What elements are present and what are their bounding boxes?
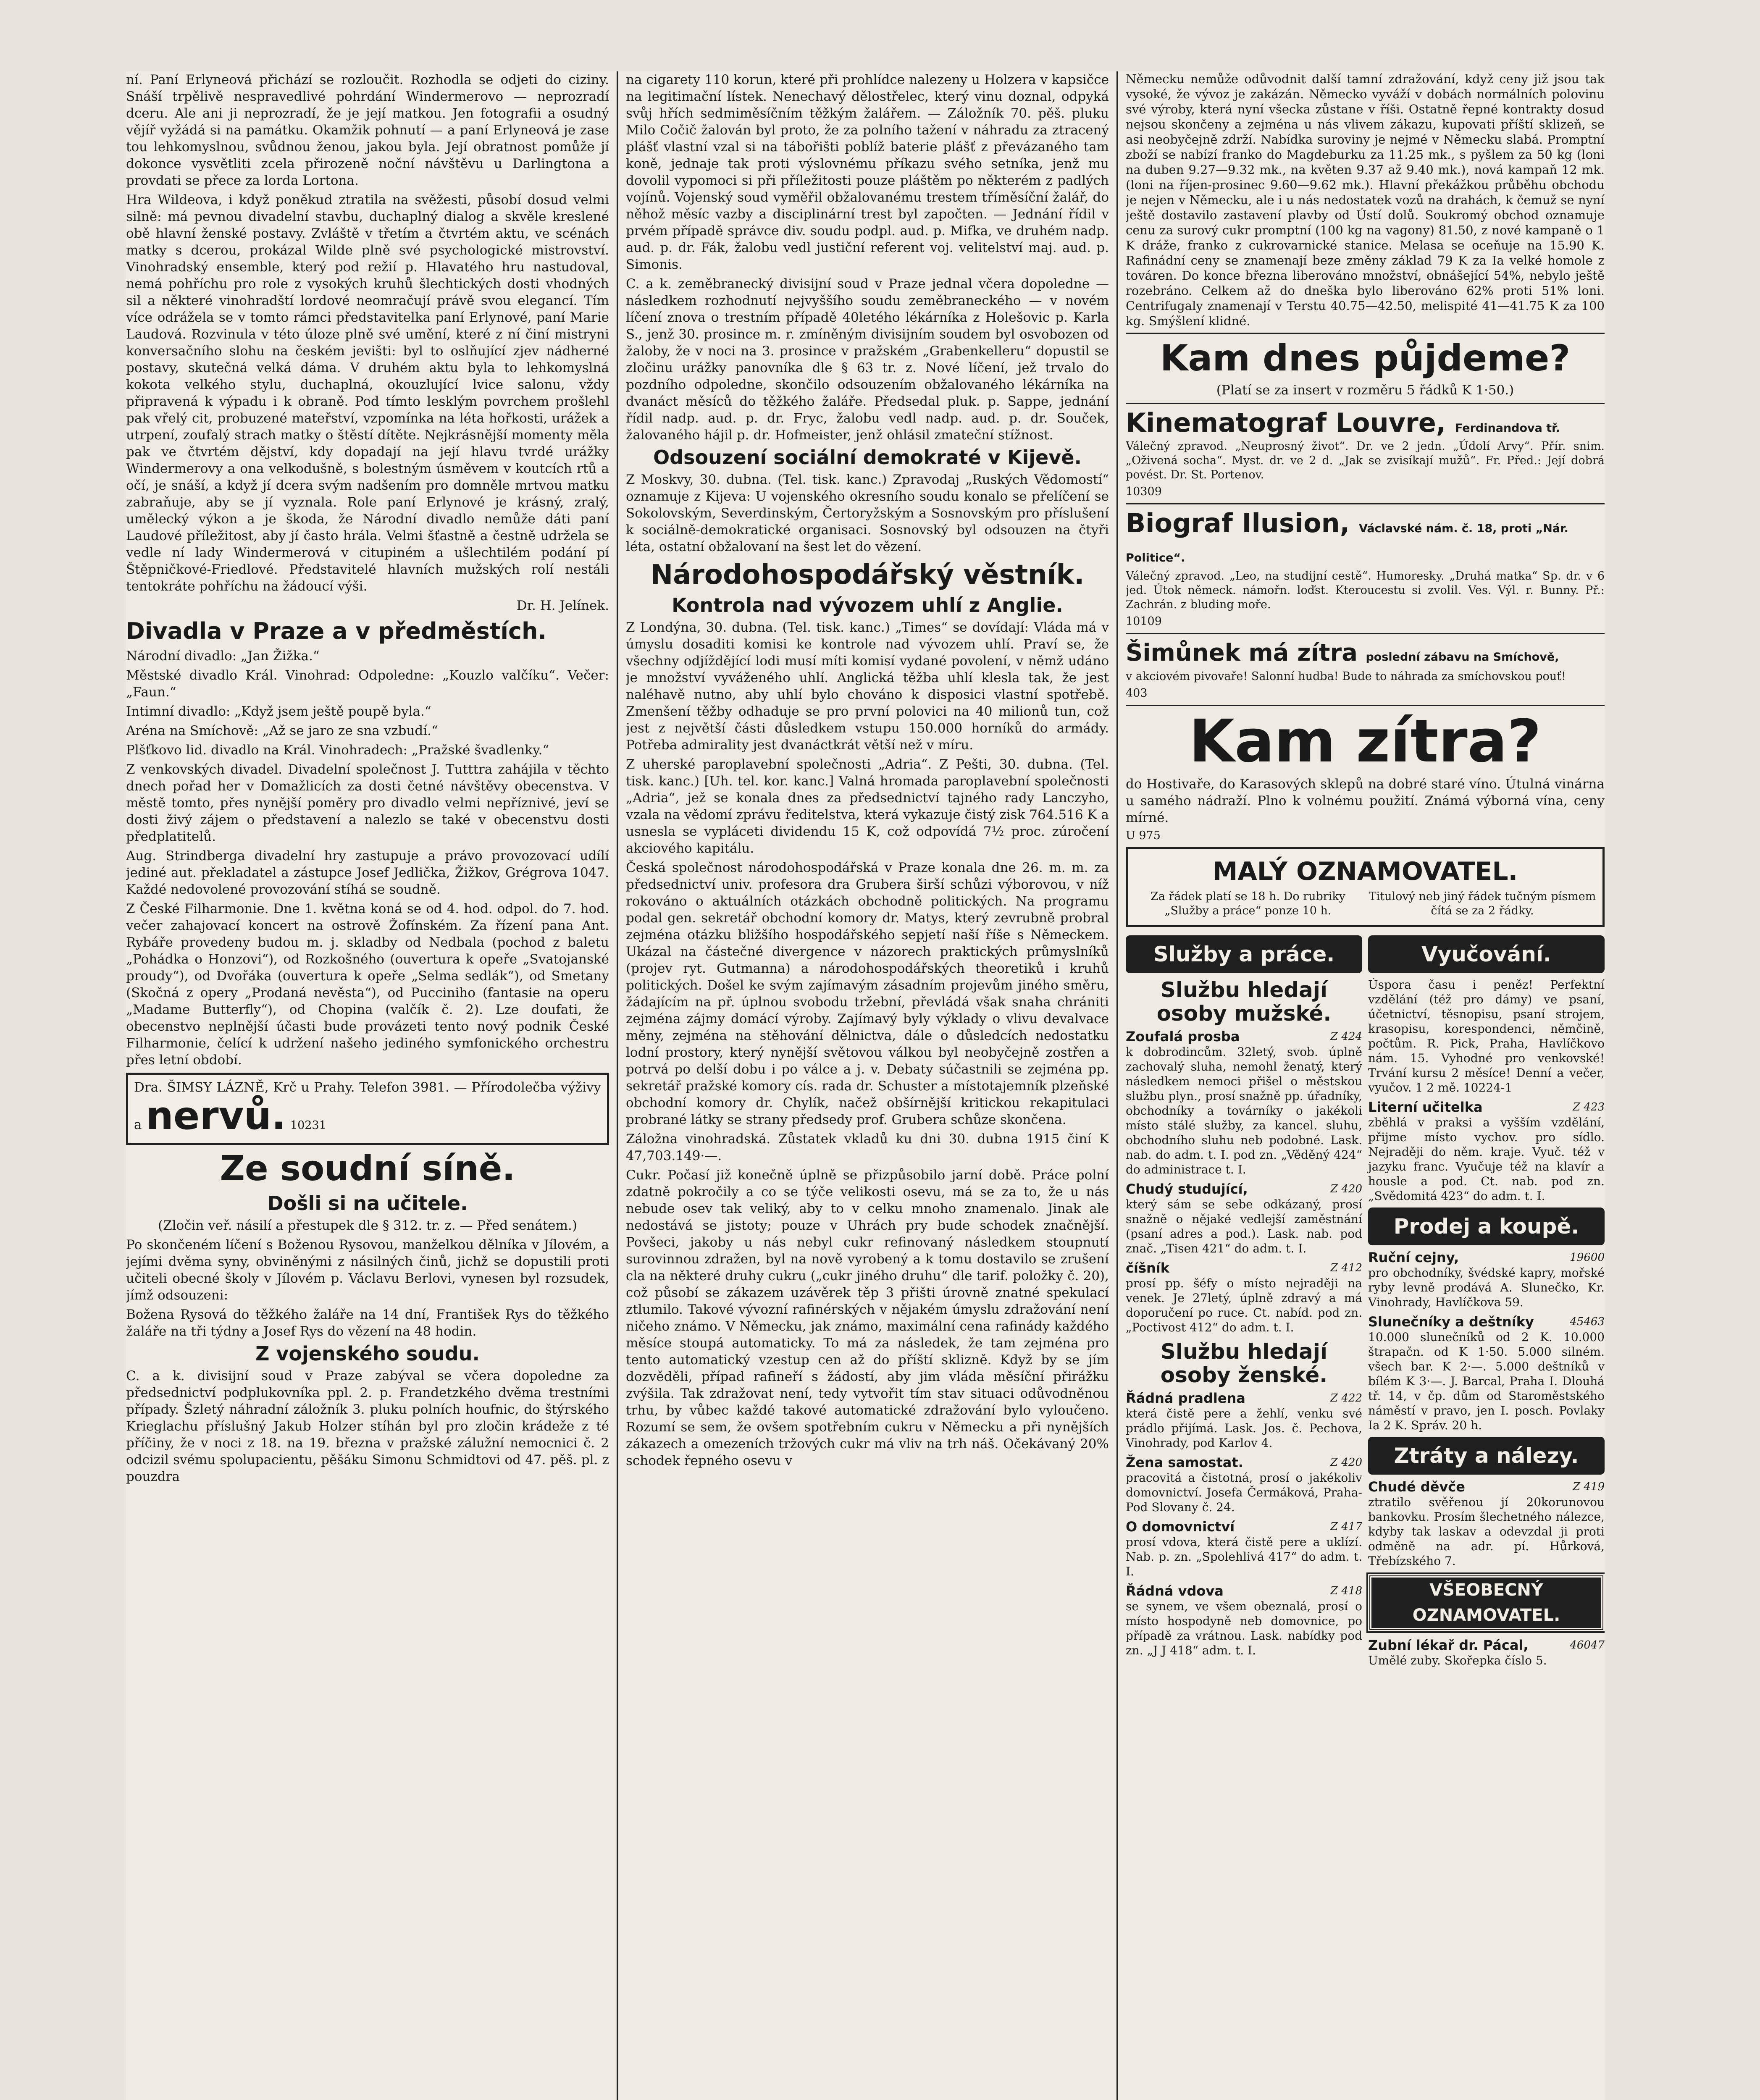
cinema-louvre-name: Kinematograf Louvre,	[1126, 407, 1446, 438]
classified-title: Žena samostat.	[1126, 1454, 1243, 1470]
court-article-title: Došli si na učitele.	[267, 1192, 468, 1215]
kiev-article-heading: Odsouzení sociální demokraté v Kijevě.	[653, 446, 1082, 469]
classified-text: pro obchodníky, švédské kapry, mořské ryby levně prodává A. Slunečko, Kr. Vinohrady, Havlíčkova 59.	[1368, 1266, 1605, 1309]
section-divider	[1126, 403, 1605, 404]
court-paragraph: Po skončeném líčení s Boženou Rysovou, manželkou dělníka v Jílovém, a jejími dvěma syny, obviněnými z násilných činů, jichž se dopustili proti učiteli obecné školy v Jílovém p. Václavu Berlovi, vynesen byl rozsudek, jímž odsouzeni:	[126, 1237, 609, 1303]
news-paragraph: Z České Filharmonie. Dne 1. května koná se od 4. hod. odpol. do 7. hod. večer zahajovací koncert na ostrově Žofínském. Za řízení pana Ant. Rybáře provedeny budou m. j. skladby od Nedbala (pochod z baletu „Pohádka o Honzovi“), od Rozkošného (ouvertura k opeře „Svatojanské proudy“), od Dvořáka (ouvertura k opeře „Selma sedlák“), od Smetany (Skočná z opery „Prodaná nevěsta“), od Pucciniho (fantasie na operu „Madame Butterfly“), od Chopina (valčík č. 2). Lze doufati, že obecenstvo neplnější účasti bude provázeti tento nový podnik České Filharmonie, čelící k udržení našeho jediného symfonického orchestru přes letní období.	[126, 901, 609, 1068]
simunek-title	[1126, 638, 1605, 668]
review-paragraph: ní. Paní Erlyneová přichází se rozloučit. Rozhodla se odjeti do ciziny. Snáší trpělivě nespravedlivé pohrdání Windermerovo — neprozradí dceru. Ale ani ji neprozradí, že je její matkou. Jen fotografii a osudný vějíř vyžádá si na památku. Okamžik pohnutí — a paní Erlyneová je zase tou lehkomyslnou, svůdnou ženou, jakou byla. Její obratnost pomůže jí dokonce vysvětliti zcela přirozeně noční návštěvu u Darlingtona a provdati se přece za lorda Lortona.	[126, 72, 609, 188]
classified-item	[1126, 1519, 1362, 1579]
simunek-tagline: poslední zábavu na Smíchově,	[1366, 651, 1559, 664]
classified-item	[1126, 1029, 1362, 1177]
theatre-section-heading: Divadla v Praze a v předměstích.	[126, 618, 547, 644]
sale-category-button[interactable]: Prodej a koupě.	[1368, 1208, 1605, 1245]
court-article-subtitle: (Zločin veř. násilí a přestupek dle § 312. tr. z. — Před senátem.)	[158, 1218, 577, 1233]
teaching-category-button[interactable]: Vyučování.	[1368, 935, 1605, 973]
review-signature: Dr. H. Jelínek.	[516, 598, 609, 613]
section-divider	[1126, 633, 1605, 634]
classified-code: 46047	[1570, 1639, 1605, 1651]
column-rule	[1116, 71, 1118, 2100]
spa-ad-number: 10231	[290, 1119, 326, 1132]
classified-text: pracovitá a čistotná, prosí o jakékoliv domovnictví. Josefa Čermáková, Praha-Pod Slovany č. 24.	[1126, 1471, 1362, 1514]
general-ads-category-button[interactable]: VŠEOBECNÝ OZNAMOVATEL.	[1368, 1574, 1605, 1631]
classified-title: Chudý studující,	[1126, 1181, 1248, 1197]
classified-title: číšník	[1126, 1260, 1170, 1276]
small-ads-rate-left: Za řádek platí se 18 h. Do rubriky „Služby a práce“ ponze 10 h.	[1151, 890, 1345, 917]
classified-text: zběhlá v praksi a vyšším vzdělání, přijme místo vychov. pro sídlo. Nejraději do něm. kraje. Vyuč. též v jazyku franc. Vyučuje též na klavír a housle a pod. Ct. nab. pod zn. „Svědomitá 423“ do adm. t. I.	[1368, 1116, 1605, 1203]
theatre-listing: Městské divadlo Král. Vinohrad: Odpoledne: „Kouzlo valčíku“. Večer: „Faun.“	[126, 668, 609, 700]
cinema-louvre-number: 10309	[1126, 485, 1162, 498]
cinema-ilusion-number: 10109	[1126, 615, 1162, 628]
small-ads-rates	[1134, 890, 1597, 921]
classified-title: O domovnictví	[1126, 1519, 1235, 1535]
classified-code: Z 424	[1330, 1030, 1362, 1043]
newspaper-page	[126, 71, 1605, 2100]
court-paragraph: na cigarety 110 korun, které při prohlídce nalezeny u Holzera v kapsičce na legitimační lístek. Nenechavý dělostřelec, který vinu doznal, odpyká svůj hřích sedmiměsíčním těžkým žalářem. — Záložník 70. pěš. pluku Milo Cočič žalován byl proto, že za polního tažení v náhradu za ztracený plášť vlastní vzal si na tábořišti poblíž baterie plášť z převázaného tam koně, jednaje tak proti výslovnému příkazu svého setníka, jenž mu dovolil vypomoci si při příležitosti pouze pláštěm po některém z padlých vojínů. Vojenský soud vyměřil obžalovanému trestem tříměsíční žalář, do něhož měsíc vazby a disciplinární trest byl započten. — Jednání řídil v prvém případě správce div. soudu podpl. aud. p. Mifka, ve druhém nadp. aud. p. dr. Fák, žalobu vedl justiční referent voj. velitelství maj. aud. p. Simonis.	[626, 72, 1109, 272]
lost-found-category-button[interactable]: Ztráty a nálezy.	[1368, 1437, 1605, 1475]
classified-item	[1368, 1637, 1605, 1668]
classified-title: Chudé děvče	[1368, 1479, 1465, 1495]
cinema-ilusion-name: Biograf Ilusion,	[1126, 508, 1350, 538]
classified-text: která čistě pere a žehlí, venku své prádlo přijímá. Lask. Jos. č. Pechova, Vinohrady, pod Karlov 4.	[1126, 1407, 1362, 1450]
economy-paragraph: Z Londýna, 30. dubna. (Tel. tisk. kanc.) „Times“ se dovídají: Vláda má v úmyslu dosaditi komisi ke kontrole nad vývozem uhlí. Praví se, že všechny odjíždějící lodi musí míti komisí vydané povolení, v němž udáno je množství vyváženého uhlí. Anglická těžba uhlí klesla tak, že jest naléhavě nutno, aby uhlí bylo chováno k disposici vlastní spotřebě. Zmenšení těžby odhaduje se pro první polovici na 40 milionů tun, což jest z největší části důsledkem vstupu 150.000 horníků do armády. Potřeba admirality jest dvanáctkrát větší než v míru.	[626, 620, 1109, 753]
classified-code: Z 417	[1330, 1520, 1362, 1533]
classified-right	[1368, 931, 1605, 1672]
cinema-ilusion-title	[1126, 509, 1605, 567]
simunek-ad	[1126, 638, 1605, 701]
cinema-louvre-title	[1126, 408, 1605, 438]
right-column	[1126, 71, 1605, 2100]
classified-code: Z 423	[1573, 1101, 1605, 1113]
court-section-heading: Ze soudní síně.	[220, 1149, 515, 1189]
classified-code: 19600	[1570, 1251, 1605, 1264]
classified-item	[1126, 1454, 1362, 1515]
classified-left	[1126, 931, 1362, 1672]
tomorrow-number: U 975	[1126, 829, 1161, 842]
middle-column	[626, 71, 1109, 2100]
classified-item	[1368, 1099, 1605, 1203]
column-rule	[617, 71, 618, 2100]
economy-section-heading: Národohospodářský věstník.	[650, 559, 1085, 591]
economy-paragraph: Německu nemůže odůvodnit další tamní zdražování, když ceny již jsou tak vysoké, že vývoz je zakázán. Německo vyváží v dobách normálních polovinu své výroby, která nyní všecka zůstane v říši. Ostatně řepné kontrakty dosud nejsou skončeny a zejména u nás vlivem zákazu, kupovati příští sklizeň, se asi neobyčejně zdrží. Nabídka suroviny je nejmé v Německu slabá. Promptní zboží se nabízí franko do Magdeburku za 11.25 mk., s pyšlem za 50 kg (loni na duben 9.27—9.32 mk., na květen 9.37 až 9.40 mk.), nová kampaň 12 mk. (loni na říjen-prosinec 9.60—9.62 mk.). Hlavní překážkou průběhu obchodu je nejen v Německu, ale i u nás nedostatek vozů na drahách, k čemuž se nyní ještě dostavilo zastavení plavby od Ústí dolů. Soukromý obchod oznamuje cenu za surový cukr promptní (100 kg na vagony) 81.50, z nové kampaně o 1 K dráže, franko z cukrovarnické stanice. Melasa se oceňuje na 15.90 K. Rafinádní ceny se znamenají beze změny základ 79 K za Ia velké homole z továren. Do konce března liberováno množství, obnášející 54%, nebylo ještě rozebráno. Celkem až do dneška bylo liberováno 62% proti 51% loni. Centrifugaly znamenají v Terstu 40.75—42.50, melispité 41—41.75 K za 100 kg. Smýšlení klidné.	[1126, 72, 1605, 328]
court-paragraph: C. a k. divisijní soud v Praze zabýval se včera dopoledne za předsednictví podplukovníka ppl. 2. p. Frandetzkého dvěma trestními případy. Šzletý náhradní záložník 3. pluku polních houfnic, do štýrského Krieglachu příslušný Jakub Holzer stíhán byl pro zločin krádeže z té příčiny, že v noci z 18. na 19. března v pražské zálužní nemocnici č. 2 odcizil svému spolupacientu, pěšáku Simonu Schmidtovi od 47. pěš. pl. z pouzdra	[126, 1368, 609, 1484]
economy-paragraph: Z uherské paroplavební společnosti „Adria“. Z Pešti, 30. dubna. (Tel. tisk. kanc.) [Uh. tel. kor. kanc.] Valná hromada paroplavební společnosti „Adria“, jež se konala dnes za předsednictví tajného rady Lanczyho, vzala na vědomí zprávu ředitelstva, která vykazuje čistý zisk 764.516 K a usnesla se vypláceti dividendu 15 K, což odpovídá 7½ proc. zúročení akciového kapitálu.	[626, 757, 1109, 856]
classified-code: Z 420	[1330, 1456, 1362, 1469]
classified-item	[1126, 1390, 1362, 1450]
classified-text: se synem, ve všem obeznalá, prosí o místo hospodyně neb domovnice, po případě za vrátnou. Lask. nabídky pod zn. „J J 418“ adm. t. I.	[1126, 1599, 1362, 1657]
news-paragraph: Aug. Strindberga divadelní hry zastupuje a právo provozovací udílí jediné aut. překladatel a zástupce Josef Jedlička, Žižkov, Grégrova 1047. Každé nedovolené provozování stíhá se soudně.	[126, 848, 609, 897]
entertainment-heading: Kam dnes půjdeme?	[1160, 337, 1571, 379]
simunek-name: Šimůnek má zítra	[1126, 639, 1358, 667]
classified-title: Řádná vdova	[1126, 1583, 1224, 1599]
classified-text: Úspora času i peněz! Perfektní vzdělání (též pro dámy) ve psaní, účetnictví, těsnopisu, psaní strojem, krasopisu, korespondenci, němčině, počtům. R. Pick, Praha, Havlíčkovo nám. 15. Vyhodné pro venkovské! Trvání kursu 2 měsíce! Denní a večer, vyučov. 1 2 mě. 10224-1	[1368, 978, 1605, 1095]
tomorrow-text: do Hostivaře, do Karasových sklepů na dobré staré víno. Útulná vinárna u samého nádraží. Plno k volnému použití. Známá výborná vína, ceny mírné.	[1126, 777, 1605, 825]
news-paragraph: Z venkovských divadel. Divadelní společnost J. Tutttra zahájila v těchto dnech pořad her v Domažlicích za dosti četné návštěvy obecenstva. V městě tomto, přes nynější poměry pro divadlo velmi nepříznivé, jeví se dosti živý zájem o představení a nalezlo se také v obecenstvu dosti předplatitelů.	[126, 762, 609, 844]
theatre-listing: Intimní divadlo: „Když jsem ještě poupě byla.“	[126, 704, 431, 719]
men-seeking-heading: Službu hledají osoby mužské.	[1156, 978, 1332, 1026]
women-seeking-heading: Službu hledají osoby ženské.	[1160, 1339, 1328, 1387]
court-paragraph: Božena Rysová do těžkého žaláře na 14 dní, František Rys do těžkého žaláře na tři týdny a Josef Rys do vězení na 48 hodin.	[126, 1307, 609, 1339]
classified-code: Z 422	[1330, 1392, 1362, 1404]
classified-text: ztratilo svěřenou jí 20korunovou bankovku. Prosím šlechetného nálezce, kdyby tak laskav a odevzdal ji proti odměně na adr. pí. Hůrková, Třebízského 7.	[1368, 1495, 1605, 1568]
cinema-louvre-address: Ferdinandova tř.	[1455, 422, 1560, 435]
kiev-paragraph: Z Moskvy, 30. dubna. (Tel. tisk. kanc.) Zpravodaj „Ruských Vědomostí“ oznamuje z Kijeva: U vojenského okresního soudu konalo se přelíčení se Sokolovským, Severdinským, Čertoryžským a Sosnovským pro příslušení k sociálně-demokratické organisaci. Sosnovský byl odsouzen na čtyři léta, ostatní obžalovaní na šest let do vězení.	[626, 472, 1109, 554]
small-ads-title: MALÝ OZNAMOVATEL.	[1212, 857, 1518, 886]
review-paragraph: Hra Wildeova, i když poněkud ztratila na svěžesti, působí dosud velmi silně: má pevnou divadelní stavbu, duchaplný dialog a skvěle kreslené obě hlavní ženské postavy. Zvláště v třetím a čtvrtém aktu, ve scénách matky s dcerou, prokázal Wilde plně své psychologické mistrovství. Vinohradský ensemble, který pod režií p. Hlavatého hru nastudoval, nemá pohříchu pro role z vysokých kruhů šlechtických dosti vhodných sil a některé vinohradští lordové neomračují právě svou elegancí. Tím více odrážela se v tomto rámci představitelka paní Erlynové, paní Marie Laudová. Rozvinula v této úloze plně své umění, které z ní činí mistryni konversačního slohu na českém jevišti: byl to oslňující zjev nádherné postavy, skutečná velká dáma. V druhém aktu byla to lehkomyslná kokota velkého stylu, duchaplná, okouzlující lvice salonu, vždy připravená k výpadu i k obraně. Pod tímto lesklým povrchem prošlehl pak vřelý cit, probuzené mateřství, vzpomínka na léta hořkosti, urážek a utrpení, zoufalý strach matky o štěstí dítěte. Nejkrásnější momenty měla pak ve čtvrtém dějství, kdy dopadají na její hlavu tvrdé urážky Windermerovy a ona velkodušně, s bolestným úsměvem v koutcích rtů a očí, je snáší, a když jí dcera svým nadšením pro domněle mrtvou matku zabraňuje, aby se jí vyznala. Role paní Erlynové je krásný, zralý, umělecký výkon a je škoda, že Národní divadlo nemůže dáti paní Laudové příležitost, aby jí často hrála. Velmi šťastně a čestně udržela se vedle ní lady Windermerová v citupiném a ušlechtilém podání pí Štěpničkové-Friedlové. Představitelé hlavních mužských rolí nestáli tentokráte pohříchu na žádoucí výši.	[126, 192, 609, 594]
classified-text: k dobrodincům. 32letý, svob. úplně zachovalý sluha, nemohl ženatý, který následkem nemoci přišel o městskou službu plyn., prosí snažně pp. úřadníky, obchodníky a továrníky o jakékoli místo stálé služby, za kancel. sluhu, obchodního sluhu neb podobné. Lask. nab. do adm. t. I. pod zn. „Věděný 424“ do administrace t. I.	[1126, 1045, 1362, 1176]
tomorrow-title: Kam zítra?	[1189, 707, 1542, 776]
classified-text: 10.000 slunečníků od 2 K. 10.000 štrapačn. od K 1·50. 5.000 silném. všech bar. K 2·—. 5.000 deštníků v bílém K 3·—. J. Barcal, Praha I. Dlouhá tř. 14, v čp. dům od Staroměstského náměstí v pravo, jen I. posch. Povlaky Ia 2 K. Správ. 20 h.	[1368, 1330, 1605, 1432]
theatre-listing: Plšťkovo lid. divadlo na Král. Vinohradech: „Pražské švadlenky.“	[126, 743, 549, 758]
classified-item	[1368, 1314, 1605, 1433]
classified-title: Ruční cejny,	[1368, 1250, 1459, 1265]
classified-title: Slunečníky a deštníky	[1368, 1314, 1534, 1330]
theatre-listing: Národní divadlo: „Jan Žižka.“	[126, 648, 320, 664]
classified-item	[1126, 1583, 1362, 1658]
classified-title: Literní učitelka	[1368, 1099, 1483, 1115]
spa-ad-line: Dra. ŠIMSY LÁZNĚ, Krč u Prahy. Telefon 3981. — Přírodolečba výživy a	[134, 1080, 601, 1132]
small-ads-rate-right: Titulový neb jiný řádek tučným písmem čítá se za 2 řádky.	[1369, 890, 1596, 917]
services-category-button[interactable]: Služby a práce.	[1126, 935, 1362, 973]
spa-ad-big-word: nervů.	[146, 1093, 286, 1138]
small-ads-header	[1126, 847, 1605, 927]
classified-item	[1368, 1250, 1605, 1310]
cinema-louvre-ad	[1126, 408, 1605, 499]
spa-ad-text	[134, 1079, 601, 1136]
classified-item	[1368, 1479, 1605, 1568]
economy-paragraph: Česká společnost národohospodářská v Praze konala dne 26. m. m. za předsednictví univ. profesora dra Grubera širší schůzi výborovou, v níž rokováno o aktuálních otázkách obchodně politických. Na programu podal gen. sekretář obchodní komory dr. Matys, který zevrubně probral zejména otázku bližšího hospodářského sepjetí naší říše s Německem. Ukázal na částečné divergence v názorech praktických průmyslníků (projev ryt. Gutmanna) a národohospodářských theoretiků i kruhů politických. Došel ke svým zajímavým zásadním projevům jiného směru, žádajícím na př. úplnou svobodu tržební, převládá však snaha chrániti zejména zájmy domácí výroby. Zajímavý byly výklady o vlivu devalvace měny, zejména na stěhování dělnictva, dále o důsledcích nedostatku lodní prostory, který nynější světovou válkou byl neobyčejně zostřen a potrvá po delší dobu i po válce a j. v. Debaty súčastnili se zejména pp. sekretář pražské komory cís. rada dr. Schuster a místotajemník plzeňské obchodní komory dr. Chylík, načež obšírnější kritickou rekapitulaci probrané látky se strany předsedy prof. Grubera schůze skončena.	[626, 860, 1109, 1127]
classified-code: Z 412	[1330, 1262, 1362, 1274]
economy-paragraph: Záložna vinohradská. Zůstatek vkladů ku dni 30. dubna 1915 činí K 47,703.149·—.	[626, 1131, 1109, 1163]
section-divider	[1126, 705, 1605, 706]
classified-item	[1126, 1181, 1362, 1256]
tomorrow-ad	[1126, 707, 1605, 843]
classified-text: Umělé zuby. Skořepka číslo 5.	[1368, 1654, 1547, 1667]
classified-title: Zubní lékař dr. Pácal,	[1368, 1637, 1529, 1653]
classified-code: Z 418	[1330, 1585, 1362, 1597]
simunek-number: 403	[1126, 687, 1148, 700]
section-divider	[1126, 503, 1605, 504]
classified-title: Řádná pradlena	[1126, 1390, 1245, 1406]
spa-advertisement	[126, 1073, 609, 1145]
cinema-ilusion-program: Válečný zpravod. „Leo, na studijní cestě“. Humoresky. „Druhá matka“ Sp. dr. v 6 jed. Útok německ. námořn. loďst. Kteroucestu si zvolil. Ves. Výl. r. Bunny. Př.: Zachrán. z bluding moře.	[1126, 570, 1605, 611]
classified-code: 45463	[1570, 1315, 1605, 1328]
section-divider	[1126, 333, 1605, 334]
simunek-text: v akciovém pivovaře! Salonní hudba! Bude to náhrada za smíchovskou pouť!	[1126, 670, 1566, 683]
cinema-ilusion-address: Václavské nám. č. 18, proti „Nár. Politice“.	[1126, 522, 1568, 564]
military-court-heading: Z vojenského soudu.	[255, 1342, 480, 1365]
classified-text: který sám se sebe odkázaný, prosí snažně o nějaké vedlejší zaměstnání (psaní adres a pod.). Lask. nab. pod znač. „Tisen 421“ do adm. t. I.	[1126, 1197, 1362, 1255]
classified-text: prosí vdova, která čistě pere a uklízí. Nab. p. zn. „Spolehlivá 417“ do adm. t. I.	[1126, 1535, 1362, 1578]
theatre-listing: Aréna na Smíchově: „Až se jaro ze sna vzbudí.“	[126, 723, 438, 738]
classified-code: Z 420	[1330, 1183, 1362, 1195]
classified-item	[1368, 977, 1605, 1095]
classified-item	[1126, 1260, 1362, 1335]
economy-paragraph: Cukr. Počasí již konečně úplně se přizpůsobilo jarní době. Práce polní zdatně pokročily a co se týče velikosti osevu, má se za to, že u nás nebude osev tak veliký, aby to v celku mnoho znamenalo. Jinak ale nedostává se jistoty; pouze v Uhrách pry bude schodek značnější. Povšeci, jakoby u nás nebyl cukr refinovaný následkem stoupnutí surovinnou zdražen, byl na nově vyrobený a k tomu dostavilo se zrušení cla na některé druhy cukru („cukr jiného druhu“ dle tarif. položky č. 20), což působí se zákazem uzávěrek těp 3 přišti úrovně znatné spekulací ztlumilo. Takové vývozní rafinérských v nějakém úmyslu zdražování není ničeho známo. V Německu, jak známo, maximální cena rafinády každého měsíce stoupá automaticky. To má za následek, že tam zejména pro tento automatický vzestup cen až do příští sklizně. Když by se jím dozvěděli, případ rafineří s žádostí, aby jim vláda měsíční přirážku zvýšila. Tak zdražovat není, tedy vytvořit tím stav situaci odůvodněnou trhu, by vůbec každé takové automatické zdražování bylo vyloučeno. Rozumí se sem, že ovšem spotřebním cukru v Německu a při nynějších zákazech a omezeních tržových cukr má vliv na trh náš. Očekávaný 20% schodek řepného osevu v	[626, 1168, 1109, 1468]
classified-title: Zoufalá prosba	[1126, 1029, 1240, 1045]
economy-article-title: Kontrola nad vývozem uhlí z Anglie.	[672, 594, 1063, 617]
classified-columns	[1126, 931, 1605, 1672]
classified-code: Z 419	[1573, 1480, 1605, 1493]
cinema-louvre-program: Válečný zpravod. „Neuprosný život“. Dr. ve 2 jedn. „Údolí Arvy“. Přír. snim. „Oživená socha“. Myst. dr. ve 2 d. „Jak se zvisíkají mužů“. Fr. Před.: Její dobrá povést. Dr. St. Portenov.	[1126, 440, 1605, 481]
left-column	[126, 71, 609, 2100]
cinema-ilusion-ad	[1126, 509, 1605, 629]
court-paragraph: C. a k. zeměbranecký divisijní soud v Praze jednal včera dopoledne — následkem rozhodnutí nejvyššího soudu zeměbraneckého — v novém líčení znova o trestním případě 40letého lékárníka z Holešovic p. Karla S., jenž 30. prosince m. r. zmíněným divisijním soudem byl osvobozen od žaloby, že v noci na 3. prosince v pražském „Grabenkelleru“ dopustil se zločinu urážky panovníka dle § 63 tr. z. Nové líčení, jež trvalo do pozdního odpoledne, skončilo odsouzením obžalovaného lékárníka na dvanáct měsíců do těžkého žaláře. Předsedal pluk. p. Sappe, jednání řídil nadp. aud. p. dr. Fryc, žalobu vedl nadp. aud. p. dr. Souček, žalovaného hájil p. dr. Hofmeister, jenž ohlásil zmateční stížnost.	[626, 276, 1109, 443]
classified-text: prosí pp. šéfy o místo nejraději na venek. Je 27letý, úplně zdravý a má doporučení po ruce. Ct. nabíd. pod zn. „Poctivost 412“ do adm. t. I.	[1126, 1276, 1362, 1334]
entertainment-note: (Platí se za insert v rozměru 5 řádků K 1·50.)	[1216, 383, 1514, 398]
